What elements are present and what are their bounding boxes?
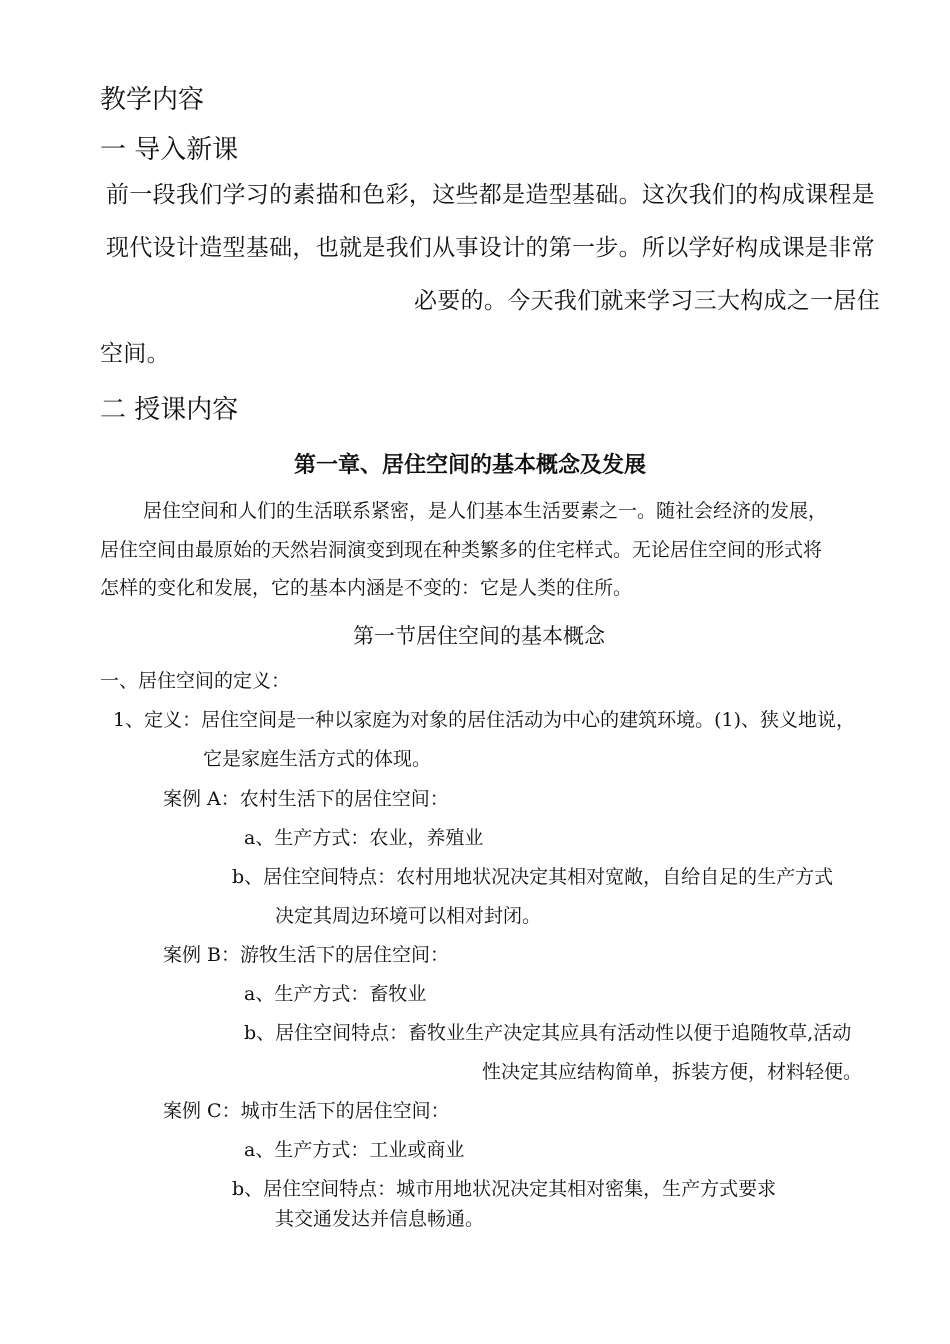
case-b-title: 案例 B：游牧生活下的居住空间： [163, 944, 450, 966]
case-a-production: a、生产方式：农业，养殖业 [244, 827, 484, 849]
intro-line-1: 前一段我们学习的素描和色彩，这些都是造型基础。这次我们的构成课程是 [106, 182, 875, 208]
intro-line-2: 现代设计造型基础，也就是我们从事设计的第一步。所以学好构成课是非常 [106, 235, 875, 261]
case-c-feature-line-1: b、居住空间特点：城市用地状况决定其相对密集，生产方式要求 [232, 1178, 777, 1200]
case-b-production: a、生产方式：畜牧业 [244, 983, 427, 1005]
chapter-title: 第一章、居住空间的基本概念及发展 [294, 453, 647, 478]
definition-line-1: 1、定义：居住空间是一种以家庭为对象的居住活动为中心的建筑环境。(1)、狭义地说， [113, 709, 856, 731]
case-c-title: 案例 C：城市生活下的居住空间： [163, 1100, 450, 1122]
case-c-production: a、生产方式：工业或商业 [244, 1139, 465, 1161]
page-heading: 教学内容 [100, 85, 205, 115]
case-a-feature-line-1: b、居住空间特点：农村用地状况决定其相对宽敞，自给自足的生产方式 [232, 866, 834, 888]
case-b-feature-line-2: 性决定其应结构简单，拆装方便，材料轻便。 [482, 1061, 863, 1083]
part2-title: 二 授课内容 [100, 395, 239, 425]
definition-heading: 一、居住空间的定义： [100, 670, 291, 692]
chapter-para-line-2: 居住空间由最原始的天然岩洞演变到现在种类繁多的住宅样式。无论居住空间的形式将 [100, 539, 823, 561]
chapter-para-line-1: 居住空间和人们的生活联系紧密，是人们基本生活要素之一。随社会经济的发展， [143, 500, 828, 522]
case-a-title: 案例 A：农村生活下的居住空间： [163, 788, 449, 810]
case-a-feature-line-2: 决定其周边环境可以相对封闭。 [275, 905, 542, 927]
definition-line-2: 它是家庭生活方式的体现。 [203, 748, 432, 770]
intro-line-3: 必要的。今天我们就来学习三大构成之一居住 [414, 288, 880, 314]
part1-title: 一 导入新课 [100, 135, 239, 165]
intro-line-4: 空间。 [100, 341, 170, 367]
case-c-feature-line-2: 其交通发达并信息畅通。 [275, 1208, 485, 1230]
case-b-feature-line-1: b、居住空间特点：畜牧业生产决定其应具有活动性以便于追随牧草,活动 [244, 1022, 852, 1044]
chapter-para-line-3: 怎样的变化和发展，它的基本内涵是不变的：它是人类的住所。 [100, 577, 633, 599]
section-title: 第一节居住空间的基本概念 [353, 624, 605, 648]
